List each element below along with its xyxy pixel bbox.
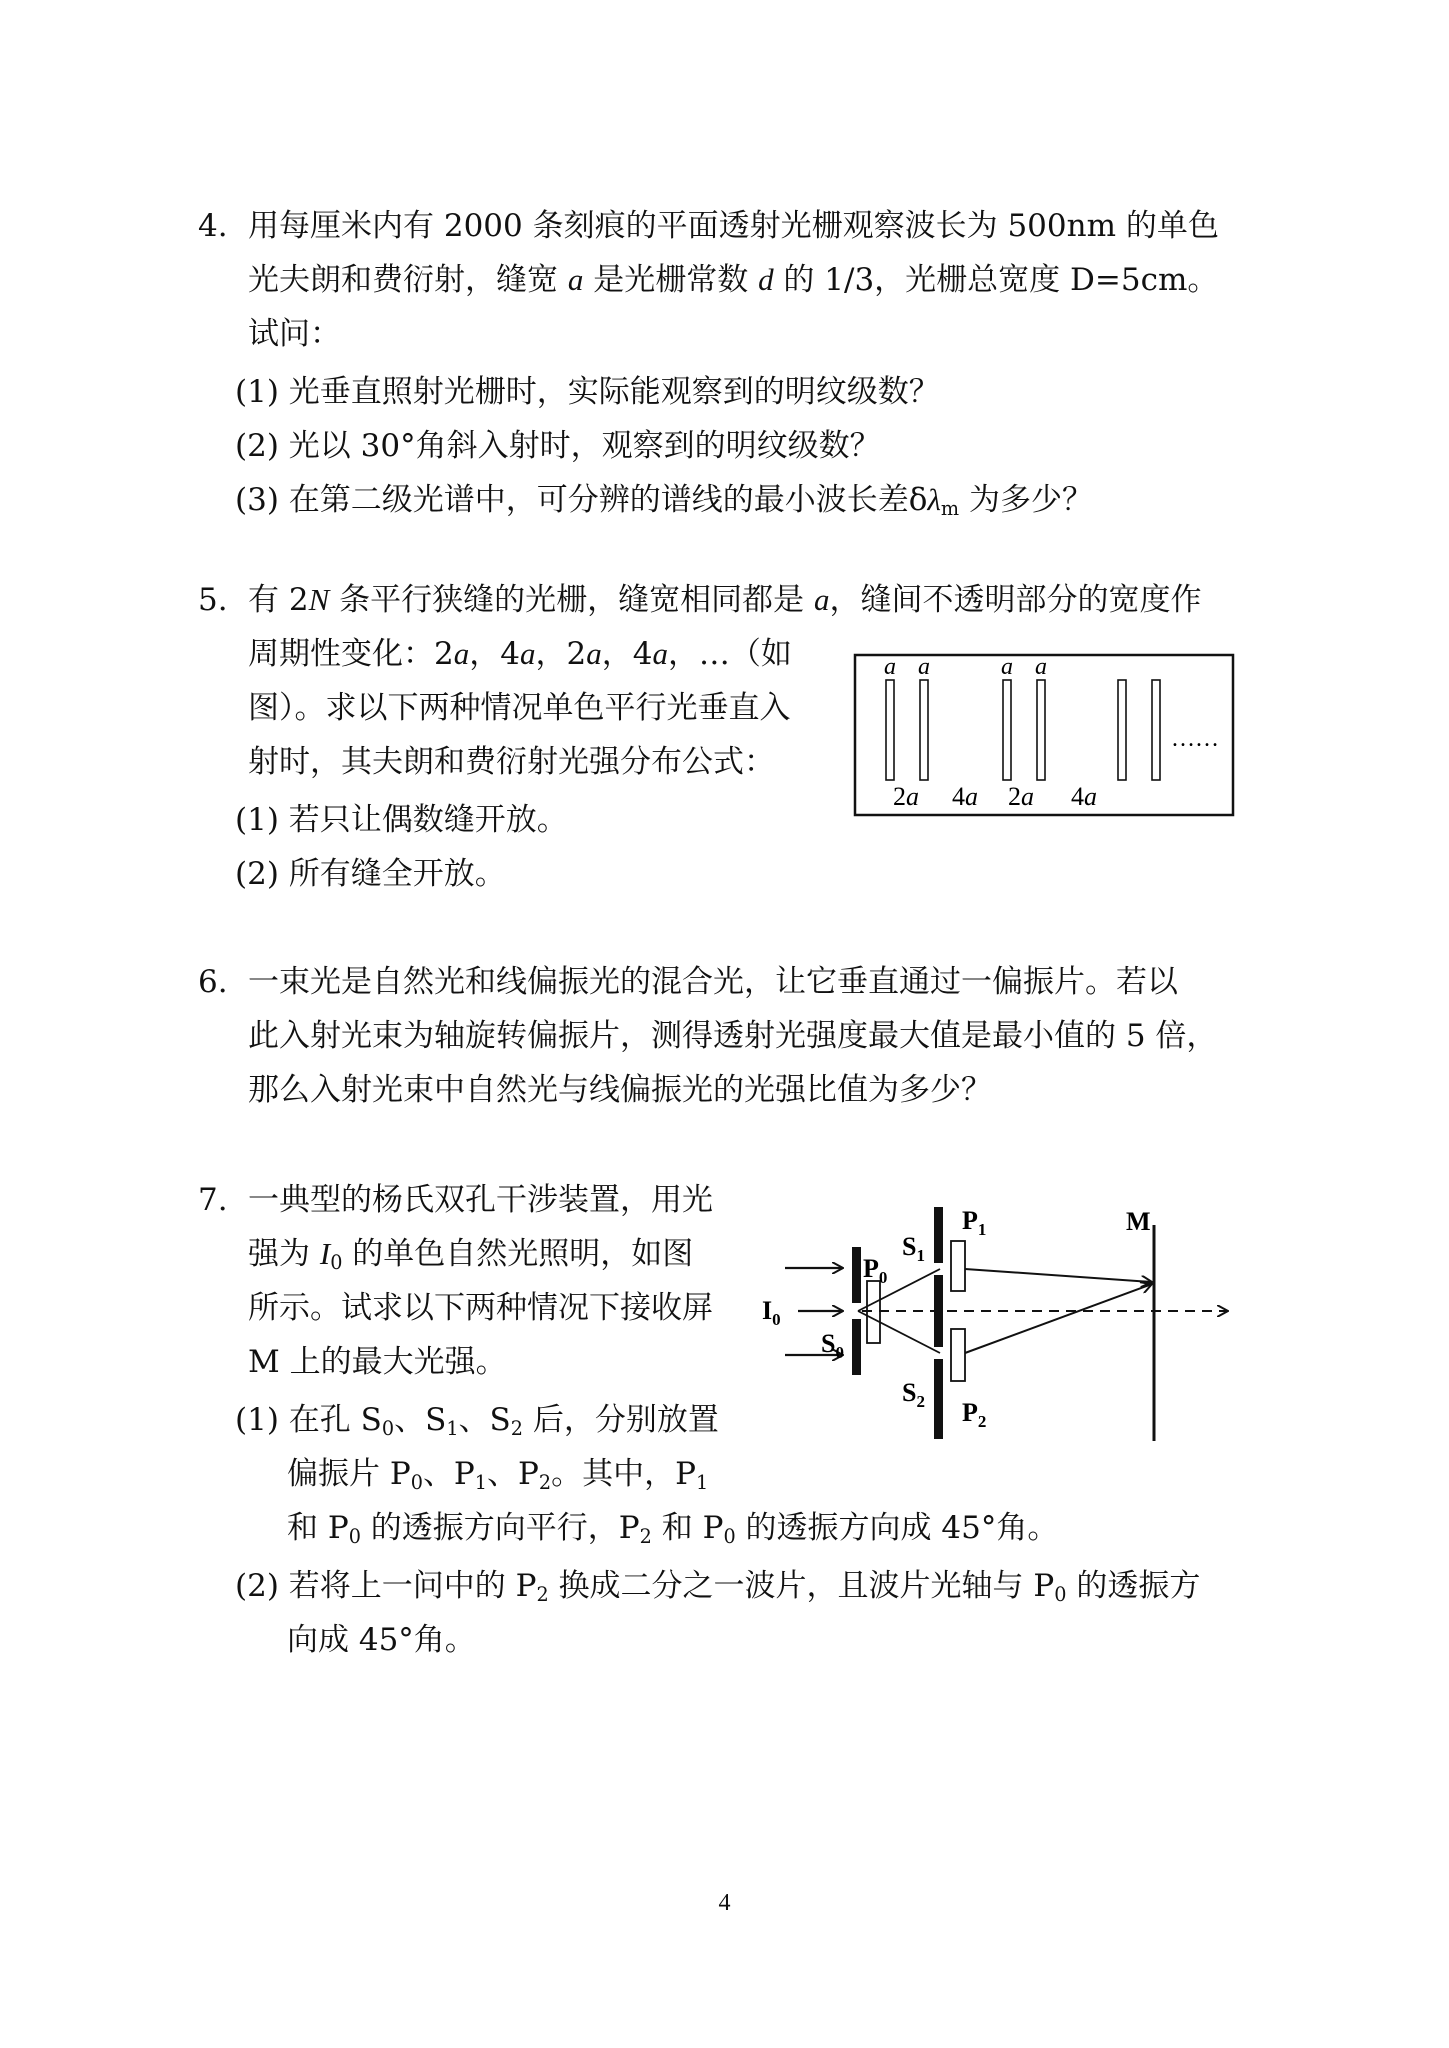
subscript: 2 — [510, 1416, 524, 1440]
var-i: I — [319, 1236, 331, 1271]
young-interference-figure — [750, 1195, 1250, 1455]
text-span: (2) 若将上一问中的 P — [235, 1568, 537, 1604]
subscript: 0 — [1054, 1582, 1067, 1606]
q5-line-4: 射时，其夫朗和费衍射光强分布公式： — [248, 744, 775, 780]
q4-line-3 — [248, 314, 341, 354]
var-a: a — [519, 636, 536, 671]
text-span: 光夫朗和费衍射，缝宽 — [248, 262, 568, 298]
q6-number: 6. — [198, 964, 228, 1000]
text-span: ，4 — [601, 636, 653, 672]
hole-screen-s0 — [852, 1319, 861, 1375]
q7-sub-2-line-1 — [235, 1566, 1200, 1606]
text-span: 的单色自然光照明，如图 — [342, 1236, 694, 1272]
text-span: ，缝间不透明部分的宽度作 — [829, 582, 1202, 618]
q5-line-1 — [248, 580, 1201, 620]
slit-width-label: a — [884, 654, 896, 680]
var-a: a — [586, 636, 602, 671]
q5-line-2 — [248, 634, 792, 674]
text-span: 是光栅常数 — [583, 262, 759, 298]
text-span: 和 P — [287, 1510, 349, 1546]
var-a: a — [453, 636, 470, 671]
q7-line-1: 一典型的杨氏双孔干涉装置，用光 — [248, 1182, 713, 1218]
q5-line-3: 图）。求以下两种情况单色平行光垂直入 — [248, 690, 791, 726]
polarizer-p2 — [951, 1329, 965, 1381]
grating-slit — [920, 680, 928, 780]
grating-figure — [850, 650, 1240, 820]
subscript: 1 — [695, 1470, 709, 1494]
q4-sub-1: (1) 光垂直照射光栅时，实际能观察到的明纹级数？ — [235, 374, 940, 410]
gap-label: 2a — [1008, 782, 1034, 811]
subscript: 1 — [474, 1470, 488, 1494]
grating-slit — [1003, 680, 1011, 780]
subscript: 0 — [723, 1524, 736, 1548]
text-span: 和 P — [651, 1510, 724, 1546]
hole-screen-s0 — [852, 1247, 861, 1303]
subscript: 2 — [536, 1582, 549, 1606]
label-s2: $S_2$ — [902, 1378, 925, 1411]
gap-label: 2a — [893, 782, 919, 811]
text-span: 、P — [487, 1456, 539, 1492]
text-span: 的透振方向成 45°角。 — [735, 1510, 1059, 1546]
label-s0: $S_0$ — [821, 1329, 844, 1362]
var-d: d — [758, 262, 774, 297]
subscript: 0 — [330, 1250, 343, 1274]
grating-slit — [1037, 680, 1045, 780]
slit-width-label: a — [918, 654, 930, 680]
var-lambda: λ — [927, 482, 941, 517]
label-m: M — [1126, 1207, 1151, 1236]
var-a: a — [813, 582, 830, 617]
label-i0: $I_0$ — [762, 1296, 781, 1329]
text-span: 、S — [458, 1402, 511, 1438]
double-hole-screen — [934, 1359, 943, 1439]
ray — [965, 1284, 1152, 1353]
grating-slit — [1118, 680, 1126, 780]
text-span: 试问： — [248, 316, 341, 352]
q7-line-3: 所示。试求以下两种情况下接收屏 — [248, 1290, 713, 1326]
q6-line-2: 此入射光束为轴旋转偏振片，测得透射光强度最大值是最小值的 5 倍， — [248, 1018, 1218, 1054]
text-span: 的 1/3，光栅总宽度 D=5cm。 — [773, 262, 1219, 298]
q4-number: 4. — [198, 208, 228, 244]
q4-sub-3 — [235, 480, 1093, 520]
subscript: 0 — [410, 1470, 423, 1494]
q7-line-2 — [248, 1234, 693, 1274]
double-hole-screen — [934, 1207, 943, 1263]
gap-label: 4a — [1071, 782, 1097, 811]
q7-number: 7. — [198, 1182, 228, 1218]
text-span: 的透振方向平行，P — [360, 1510, 640, 1546]
subscript: 1 — [446, 1416, 459, 1440]
text-span: 偏振片 P — [287, 1456, 411, 1492]
var-a: a — [567, 262, 584, 297]
var-n: N — [308, 582, 330, 617]
label-p2: $P_2$ — [962, 1398, 987, 1431]
q6-line-1: 一束光是自然光和线偏振光的混合光，让它垂直通过一偏振片。若以 — [248, 964, 1178, 1000]
text-span: (3) 在第二级光谱中，可分辨的谱线的最小波长差δ — [235, 482, 928, 518]
text-span: 后，分别放置 — [523, 1402, 719, 1438]
q6-line-3: 那么入射光束中自然光与线偏振光的光强比值为多少？ — [248, 1072, 992, 1108]
text-span: 、S — [394, 1402, 447, 1438]
text-span: 周期性变化：2 — [248, 636, 454, 672]
q7-sub-1-line-3 — [287, 1508, 1058, 1548]
text-span: 强为 — [248, 1236, 320, 1272]
text-span: 条平行狭缝的光栅，缝宽相同都是 — [329, 582, 814, 618]
text-span: 有 2 — [248, 582, 309, 618]
q5-sub-2: (2) 所有缝全开放。 — [235, 856, 506, 892]
q7-sub-1-line-1 — [235, 1400, 719, 1440]
text-span: 的透振方 — [1066, 1568, 1201, 1604]
text-span: ，4 — [469, 636, 520, 672]
text-span: 。其中，P — [551, 1456, 696, 1492]
ellipsis: …… — [1171, 726, 1219, 752]
ray — [965, 1269, 1152, 1282]
text-span: ，2 — [535, 636, 587, 672]
polarizer-p1 — [951, 1241, 965, 1291]
text-span: 用每厘米内有 2000 条刻痕的平面透射光栅观察波长为 500nm 的单色 — [248, 208, 1219, 244]
label-p1: $P_1$ — [962, 1206, 987, 1239]
subscript: 0 — [348, 1524, 361, 1548]
subscript: 0 — [381, 1416, 395, 1440]
text-span: 、P — [422, 1456, 475, 1492]
label-s1: $S_1$ — [902, 1232, 925, 1265]
slit-width-label: a — [1035, 654, 1047, 680]
grating-slit — [886, 680, 894, 780]
grating-slit — [1152, 680, 1160, 780]
slit-width-label: a — [1001, 654, 1013, 680]
q4-line-2 — [248, 260, 1218, 300]
gap-label: 4a — [952, 782, 978, 811]
q4-sub-2: (2) 光以 30°角斜入射时，观察到的明纹级数？ — [235, 428, 881, 464]
text-span: 为多少？ — [959, 482, 1093, 518]
subscript: m — [940, 496, 960, 520]
subscript: 2 — [639, 1524, 652, 1548]
var-a: a — [652, 636, 668, 671]
text-span: ，…（如 — [667, 636, 792, 672]
text-span: (1) 在孔 S — [235, 1402, 382, 1438]
text-span: 换成二分之一波片，且波片光轴与 P — [548, 1568, 1055, 1604]
q5-number: 5. — [198, 582, 228, 618]
q5-sub-1: (1) 若只让偶数缝开放。 — [235, 802, 568, 838]
q7-sub-2-line-2: 向成 45°角。 — [287, 1622, 476, 1658]
q7-sub-1-line-2 — [287, 1454, 708, 1494]
subscript: 2 — [538, 1470, 552, 1494]
label-p0: $P_0$ — [863, 1254, 888, 1287]
q7-line-4: M 上的最大光强。 — [248, 1344, 507, 1380]
q4-line-1 — [248, 206, 1219, 246]
page-number: 4 — [718, 1890, 731, 1916]
